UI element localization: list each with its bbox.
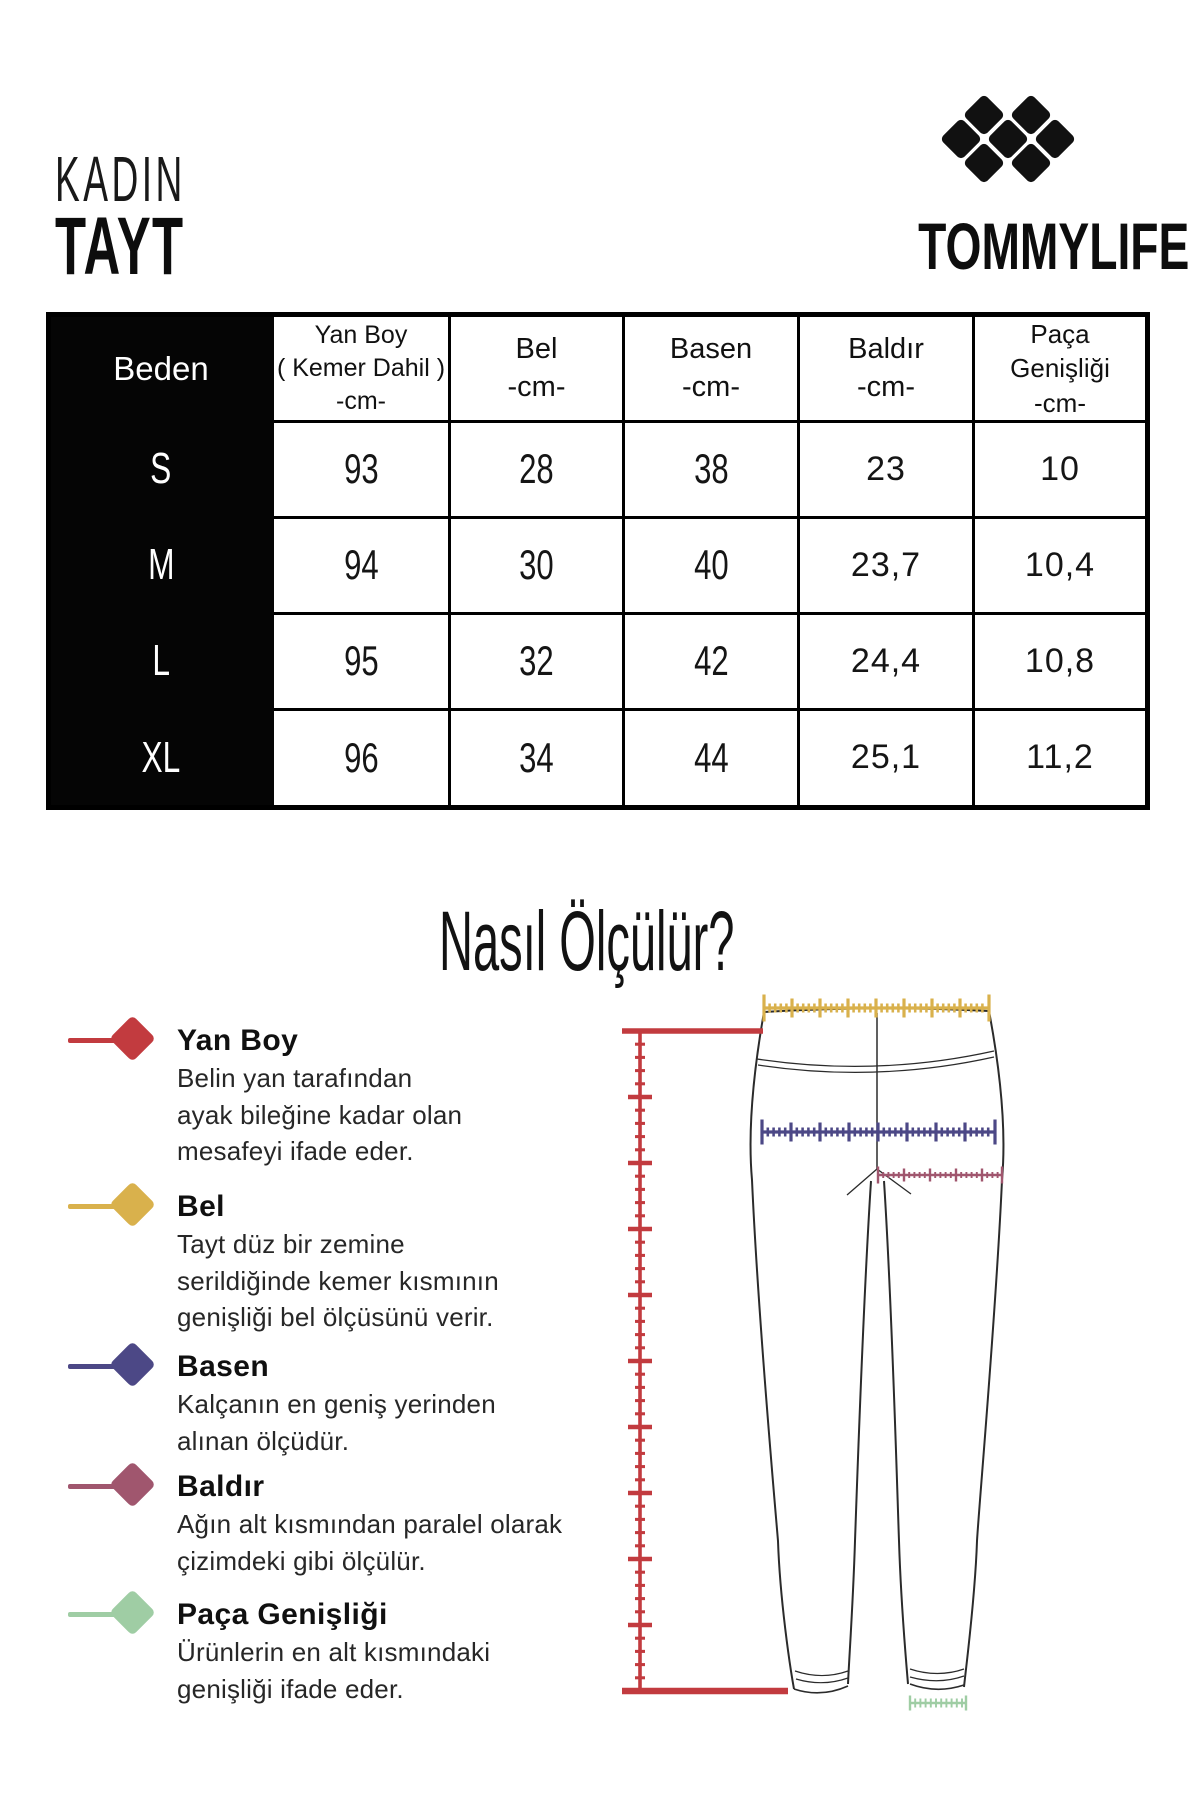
size-row-m [49, 517, 1148, 613]
size-table-header-row [49, 315, 1148, 422]
value-cell: 40 [624, 517, 799, 613]
value-cell: 38 [624, 421, 799, 517]
diamond-icon [109, 1461, 156, 1508]
diamond-icon [109, 1589, 156, 1636]
legend-description: Belin yan tarafından ayak bileğine kadar olan mesafeyi ifade eder. [177, 1063, 463, 1166]
leggings-outline [751, 1008, 1004, 1693]
legend-item-paca [60, 1596, 605, 1707]
legend-item-bel [60, 1188, 605, 1336]
diamond-icon [109, 1015, 156, 1062]
header-cell-basen: Basen -cm- [624, 315, 799, 422]
legend-description: Kalçanın en geniş yerinden alınan ölçüdür. [177, 1389, 496, 1456]
brand-name: TOMMYLIFE [918, 209, 1190, 283]
value-cell: 32 [450, 613, 624, 709]
size-cell: XL [49, 709, 273, 807]
size-cell: M [49, 517, 273, 613]
legend-item-baldir [60, 1468, 605, 1579]
size-row-s [49, 421, 1148, 517]
value-cell: 23 [799, 421, 974, 517]
value-cell: 30 [450, 517, 624, 613]
hip-ruler [762, 1120, 995, 1145]
value-cell: 24,4 [799, 613, 974, 709]
legend-item-basen [60, 1348, 605, 1459]
size-row-l [49, 613, 1148, 709]
size-row-xl [49, 709, 1148, 807]
legend-description: Ağın alt kısmından paralel olarak çizimdeki gibi ölçülür. [177, 1509, 563, 1576]
waist-ruler [764, 995, 989, 1022]
product-title: TAYT [55, 201, 185, 292]
hem-ruler [910, 1696, 966, 1711]
diamond-icon [109, 1181, 156, 1228]
value-cell: 95 [273, 613, 450, 709]
legend-name: Paça Genişliği [177, 1598, 388, 1631]
brand-logo-icon [940, 94, 1090, 190]
value-cell: 11,2 [974, 709, 1148, 807]
legend-name: Yan Boy [177, 1024, 299, 1057]
thigh-ruler [878, 1167, 1002, 1184]
header-cell-yan-boy: Yan Boy ( Kemer Dahil ) -cm- [273, 315, 450, 422]
value-cell: 25,1 [799, 709, 974, 807]
value-cell: 93 [273, 421, 450, 517]
header-cell-paca: Paça Genişliği -cm- [974, 315, 1148, 422]
size-table [46, 312, 1150, 810]
legend-description: Ürünlerin en alt kısmındaki genişliği ifade eder. [177, 1637, 491, 1704]
value-cell: 34 [450, 709, 624, 807]
legend-name: Baldır [177, 1470, 265, 1503]
value-cell: 10,4 [974, 517, 1148, 613]
value-cell: 28 [450, 421, 624, 517]
legend-description: Tayt düz bir zemine serildiğinde kemer kısmının genişliği bel ölçüsünü verir. [177, 1229, 499, 1332]
how-to-measure-title: Nasıl Ölçülür? [439, 894, 735, 988]
size-cell: S [49, 421, 273, 517]
header-cell-bel: Bel -cm- [450, 315, 624, 422]
diamond-icon [109, 1341, 156, 1388]
size-cell: L [49, 613, 273, 709]
category-title: KADIN [55, 143, 186, 215]
leggings-measurement-diagram [600, 985, 1020, 1725]
value-cell: 96 [273, 709, 450, 807]
value-cell: 42 [624, 613, 799, 709]
legend-name: Bel [177, 1190, 225, 1223]
value-cell: 23,7 [799, 517, 974, 613]
value-cell: 10,8 [974, 613, 1148, 709]
legend-name: Basen [177, 1350, 270, 1383]
value-cell: 94 [273, 517, 450, 613]
header-cell-beden: Beden [49, 315, 273, 422]
value-cell: 10 [974, 421, 1148, 517]
legend-item-yan-boy [60, 1022, 605, 1170]
header-cell-baldir: Baldır -cm- [799, 315, 974, 422]
value-cell: 44 [624, 709, 799, 807]
